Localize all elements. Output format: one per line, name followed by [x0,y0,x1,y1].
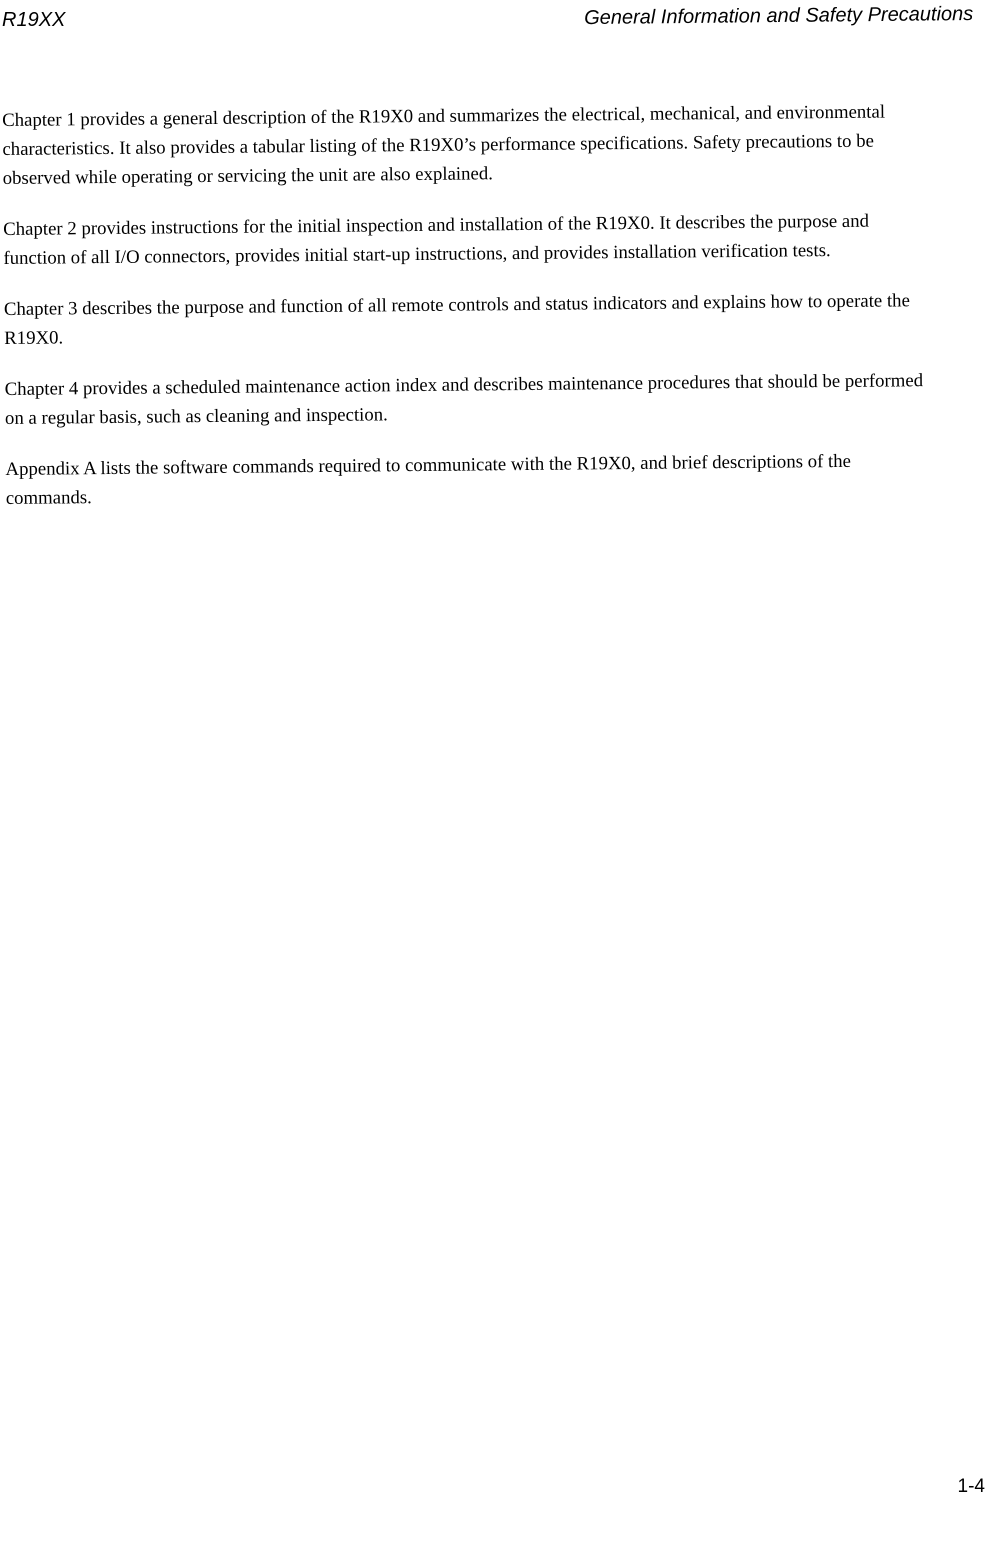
running-head-section-title: General Information and Safety Precautions [583,2,974,30]
paragraph-chapter-4: Chapter 4 provides a scheduled maintenance action index and describes maintenance procedures that should be performed on a regular basis, such as cleaning and inspection. [4,370,924,429]
paragraph-appendix-a: Appendix A lists the software commands required to communicate with the R19X0, and brief descriptions of the commands. [5,450,852,509]
paragraph-chapter-3: Chapter 3 describes the purpose and function of all remote controls and status indicators and explains how to operate the R19X0. [3,290,910,349]
paragraph-chapter-1: Chapter 1 provides a general description of the R19X0 and summarizes the electrical, mechanical, and environmental characteristics. It also provides a tabular listing of the R19X0’s performance specifications. Safety precautions to be observed while operating or servicing the unit are also explained. [2,101,886,189]
paragraph-chapter-2: Chapter 2 provides instructions for the initial inspection and installation of the R19X0. It describes the purpose and function of all I/O connectors, provides initial start-up instructions, and provides installation verification tests. [3,210,870,269]
body-text [2,97,931,535]
running-head-model: R19XX [2,9,66,31]
page-number: 1-4 [957,1476,985,1497]
